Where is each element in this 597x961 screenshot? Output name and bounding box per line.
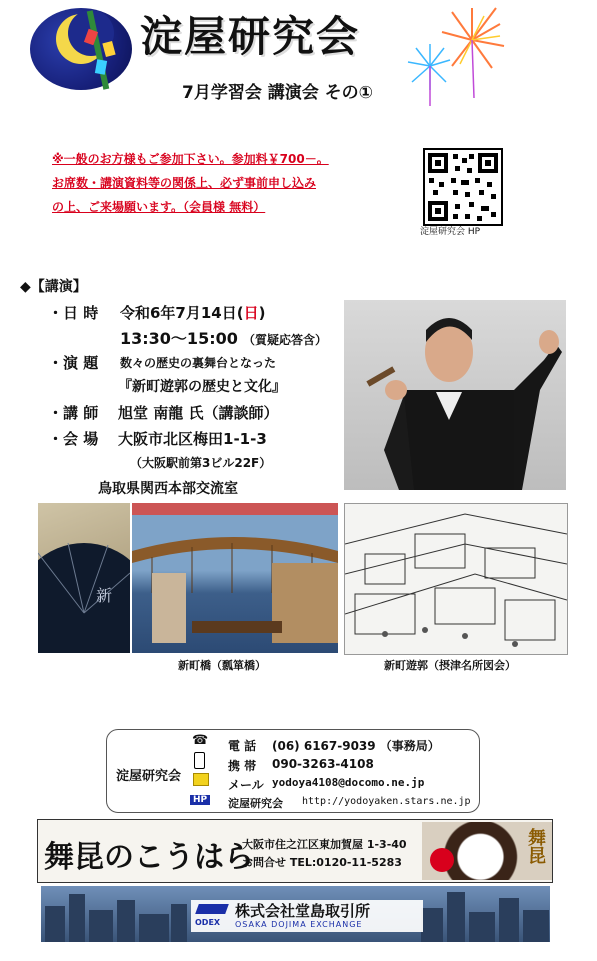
notice-line: お席数・講演資料等の関係上、必ず事前申し込み — [52, 176, 317, 190]
sponsor-banner-dojima[interactable] — [41, 886, 550, 942]
company-name-en: OSAKA DOJIMA EXCHANGE — [235, 920, 363, 929]
venue-room: 鳥取県関西本部交流室 — [98, 481, 238, 497]
date-value — [120, 302, 265, 323]
time-value: 13:30～15:00 — [120, 329, 238, 348]
shinmachi-bridge-illustration — [132, 503, 338, 653]
notice-line: の上、ご来場願います。（会員様 無料） — [52, 200, 266, 214]
section-heading: ◆【講演】 — [20, 279, 87, 295]
date-text: 令和6年7月14日( — [120, 304, 244, 322]
sponsor-brand: 舞昆 — [525, 828, 546, 864]
mobile-label: 携 帯 — [228, 759, 257, 773]
time-row — [120, 326, 327, 349]
venue-building: （大阪駅前第3ビル22F） — [130, 456, 272, 470]
speaker-label: ・講 師 — [48, 404, 99, 422]
hp-label: 淀屋研究会 — [228, 797, 283, 810]
svg-text:新: 新 — [96, 586, 113, 605]
contact-org: 淀屋研究会 — [116, 769, 182, 784]
sponsor-logo: 舞昆のこうはら — [44, 840, 254, 875]
tel-label: 電 話 — [228, 739, 257, 753]
hp-icon: HP — [190, 795, 210, 805]
sponsor-banner-maikon[interactable] — [37, 819, 553, 883]
theme-label: ・演 題 — [48, 354, 99, 372]
mail-icon — [193, 773, 209, 786]
mail-label: メール — [228, 778, 264, 792]
notice-line: ※一般のお方様もご参加下さい。参加料￥700－。 — [52, 152, 329, 166]
sponsor-tel: お問合せ TEL:0120-11-5283 — [242, 856, 402, 869]
hp-url[interactable]: http://yodoyaken.stars.ne.jp — [302, 796, 471, 807]
caption-bridge: 新町橋（瓢箪橋） — [178, 659, 266, 672]
company-name: 株式会社堂島取引所 — [235, 902, 371, 920]
badge-icon — [430, 848, 454, 872]
qr-caption: 淀屋研究会 HP — [420, 227, 481, 237]
sponsor-address: 大阪市住之江区東加賀屋 1-3-40 — [242, 838, 407, 851]
mobile-value: 090-3263-4108 — [272, 757, 374, 771]
venue-value: 大阪市北区梅田1-1-3 — [118, 430, 267, 448]
page-subtitle: 7月学習会 講演会 その① — [182, 83, 374, 103]
date-close: ) — [258, 304, 266, 322]
venue-label: ・会 場 — [48, 430, 99, 448]
mobile-icon — [194, 752, 205, 769]
shinmachi-district-illustration — [344, 503, 568, 655]
caption-district: 新町遊郭（摂津名所図会） — [384, 659, 516, 672]
page-title: 淀屋研究会 — [140, 12, 361, 61]
speaker-photo — [344, 300, 566, 490]
odex-logo-icon — [195, 904, 229, 914]
qr-code-icon[interactable] — [423, 148, 503, 226]
tel-value: (06) 6167-9039 （事務局） — [272, 739, 440, 753]
time-note: （質疑応答含） — [242, 333, 327, 347]
mail-value[interactable]: yodoya4108@docomo.ne.jp — [272, 776, 425, 789]
date-day: 日 — [243, 304, 259, 322]
speaker-value: 旭堂 南龍 氏（講談師） — [118, 404, 279, 422]
theme-title: 『新町遊郭の歴史と文化』 — [118, 379, 286, 395]
theme-line: 数々の歴史の裏舞台となった — [120, 356, 277, 370]
fireworks-icon — [400, 2, 510, 112]
phone-icon: ☎ — [192, 733, 209, 748]
date-label: ・日 時 — [48, 304, 99, 322]
odex-logo: ODEX — [195, 918, 221, 927]
umbrella-illustration — [38, 503, 130, 653]
